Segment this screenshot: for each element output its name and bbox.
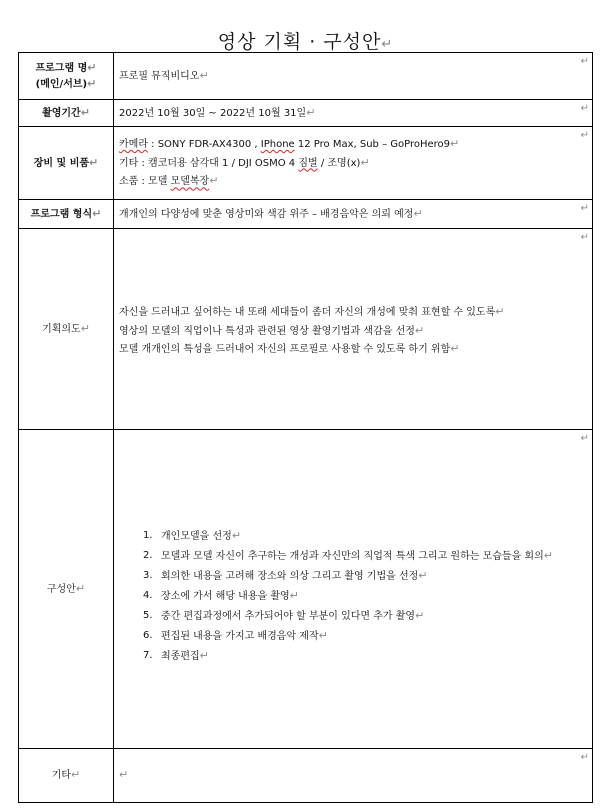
paragraph-mark: ↵ [450, 342, 460, 356]
paragraph-mark: ↵ [89, 155, 99, 169]
paragraph-mark: ↵ [75, 581, 86, 595]
value-composition-cell[interactable] [114, 430, 593, 749]
value-etc-cell[interactable] [114, 749, 593, 803]
other-gimbal: 짐벌 [298, 157, 318, 169]
label-program-name-line1: 프로그램 명 [35, 62, 88, 74]
label-etc-text: 기타 [51, 770, 72, 782]
row-purpose [19, 229, 593, 430]
cell-end-mark: ↵ [580, 203, 589, 214]
value-program-format-cell[interactable] [114, 200, 593, 229]
paragraph-mark: ↵ [381, 37, 394, 52]
paragraph-mark: ↵ [80, 321, 90, 335]
label-shooting-period [19, 100, 114, 127]
purpose-lines [119, 303, 504, 359]
paragraph-mark: ↵ [418, 569, 428, 582]
row-equipment [19, 127, 593, 200]
paragraph-mark: ↵ [289, 589, 299, 602]
composition-step [161, 546, 553, 566]
composition-step-text: 회의한 내용을 고려해 장소와 의상 그리고 촬영 기법을 선정 [161, 571, 419, 582]
value-program-name: 프로필 뮤직비디오 [119, 70, 200, 82]
composition-step [161, 606, 553, 626]
label-equipment [19, 127, 114, 200]
paragraph-mark: ↵ [87, 77, 97, 90]
composition-steps-wrap [119, 526, 553, 666]
paragraph-mark: ↵ [413, 206, 423, 220]
label-shooting-period-text: 촬영기간 [42, 107, 81, 119]
document-title [0, 27, 611, 54]
paragraph-mark: ↵ [199, 68, 209, 82]
paragraph-mark: ↵ [71, 768, 81, 782]
row-composition [19, 430, 593, 749]
cell-end-mark: ↵ [580, 752, 589, 763]
row-etc [19, 749, 593, 803]
composition-step [161, 626, 553, 646]
label-purpose [19, 229, 114, 430]
label-program-format-text: 프로그램 형식 [30, 208, 93, 220]
composition-step [161, 566, 553, 586]
cell-end-mark: ↵ [580, 433, 589, 444]
cell-end-mark: ↵ [580, 56, 589, 67]
row-shooting-period [19, 100, 593, 127]
composition-step [161, 586, 553, 606]
paragraph-mark: ↵ [80, 105, 90, 119]
composition-step-text: 최종편집 [161, 651, 200, 662]
camera-iphone: IPhone [260, 138, 295, 150]
value-purpose-cell[interactable] [114, 229, 593, 430]
purpose-line-text: 영상의 모델의 직업이나 특성과 관련된 영상 촬영기법과 색감을 선정 [119, 325, 415, 337]
equipment-other-line [119, 154, 578, 173]
value-equipment-cell[interactable] [114, 127, 593, 200]
composition-step-text: 장소에 가서 해당 내용을 촬영 [161, 591, 290, 602]
props-spec-a: 소품 : 모델 [119, 176, 171, 188]
label-purpose-text: 기획의도 [42, 323, 81, 335]
paragraph-mark: ↵ [415, 609, 425, 622]
label-program-name [19, 53, 114, 100]
label-equipment-text: 장비 및 비품 [33, 157, 90, 169]
value-shooting-period: 2022년 10월 30일 ~ 2022년 10월 31일 [119, 107, 307, 119]
value-program-format: 개개인의 다양성에 맞춘 영상미와 색감 위주 – 배경음악은 의뢰 예정 [119, 208, 414, 220]
planning-table [18, 52, 593, 803]
purpose-line [119, 340, 504, 359]
label-composition-text: 구성안 [46, 583, 76, 595]
cell-end-mark: ↵ [580, 130, 589, 141]
composition-step-text: 중간 편집과정에서 추가되어야 할 부분이 있다면 추가 촬영 [161, 611, 416, 622]
paragraph-mark: ↵ [199, 649, 209, 662]
paragraph-mark: ↵ [119, 768, 129, 782]
composition-step-text: 개인모델을 선정 [161, 531, 232, 542]
composition-step-text: 모델과 모델 자신이 추구하는 개성과 자신만의 직업적 특색 그리고 원하는 모습들을 회의 [161, 551, 544, 562]
purpose-line [119, 303, 504, 322]
paragraph-mark: ↵ [231, 529, 242, 542]
other-spec-b: / 조명(x) [317, 157, 361, 169]
cell-end-mark: ↵ [580, 103, 589, 114]
equipment-camera-line [119, 135, 578, 154]
camera-spec-a: : SONY FDR-AX4300 , [147, 138, 261, 150]
paragraph-mark: ↵ [318, 629, 328, 642]
document-title-text: 영상 기획 · 구성안 [217, 31, 382, 53]
label-program-name-line2: (메인/서브) [35, 79, 88, 90]
purpose-line-text: 자신을 드러내고 싶어하는 내 또래 세대들이 좀더 자신의 개성에 맞춰 표현할 수 있도록 [119, 307, 496, 318]
purpose-line [119, 322, 504, 341]
composition-step-text: 편집된 내용을 가지고 배경음악 제작 [161, 631, 319, 642]
label-composition [19, 430, 114, 749]
value-shooting-period-cell[interactable] [114, 100, 593, 127]
composition-step [161, 646, 553, 666]
props-costume: 모델복장 [170, 176, 210, 188]
paragraph-mark: ↵ [495, 305, 505, 318]
row-program-name [19, 53, 593, 100]
camera-spec-b: 12 Pro Max, Sub – GoProHero9 [294, 138, 451, 150]
paragraph-mark: ↵ [360, 155, 370, 169]
purpose-line-text: 모델 개개인의 특성을 드러내어 자신의 프로필로 사용할 수 있도록 하기 위함 [119, 344, 451, 356]
paragraph-mark: ↵ [543, 549, 553, 562]
value-program-name-cell[interactable] [114, 53, 593, 100]
composition-step [161, 526, 553, 546]
other-spec-a: 기타 : 캠코더용 삼각대 1 / DJI OSMO 4 [119, 157, 299, 169]
row-program-format [19, 200, 593, 229]
paragraph-mark: ↵ [92, 206, 102, 220]
equipment-props-line [119, 172, 578, 191]
label-etc [19, 749, 114, 803]
paragraph-mark: ↵ [414, 323, 425, 337]
cell-end-mark: ↵ [580, 232, 589, 243]
paragraph-mark: ↵ [209, 174, 219, 188]
camera-word: 카메라 [119, 138, 148, 150]
label-program-format [19, 200, 114, 229]
paragraph-mark: ↵ [450, 136, 460, 150]
composition-steps [119, 526, 553, 666]
paragraph-mark: ↵ [87, 60, 97, 74]
paragraph-mark: ↵ [306, 105, 316, 119]
